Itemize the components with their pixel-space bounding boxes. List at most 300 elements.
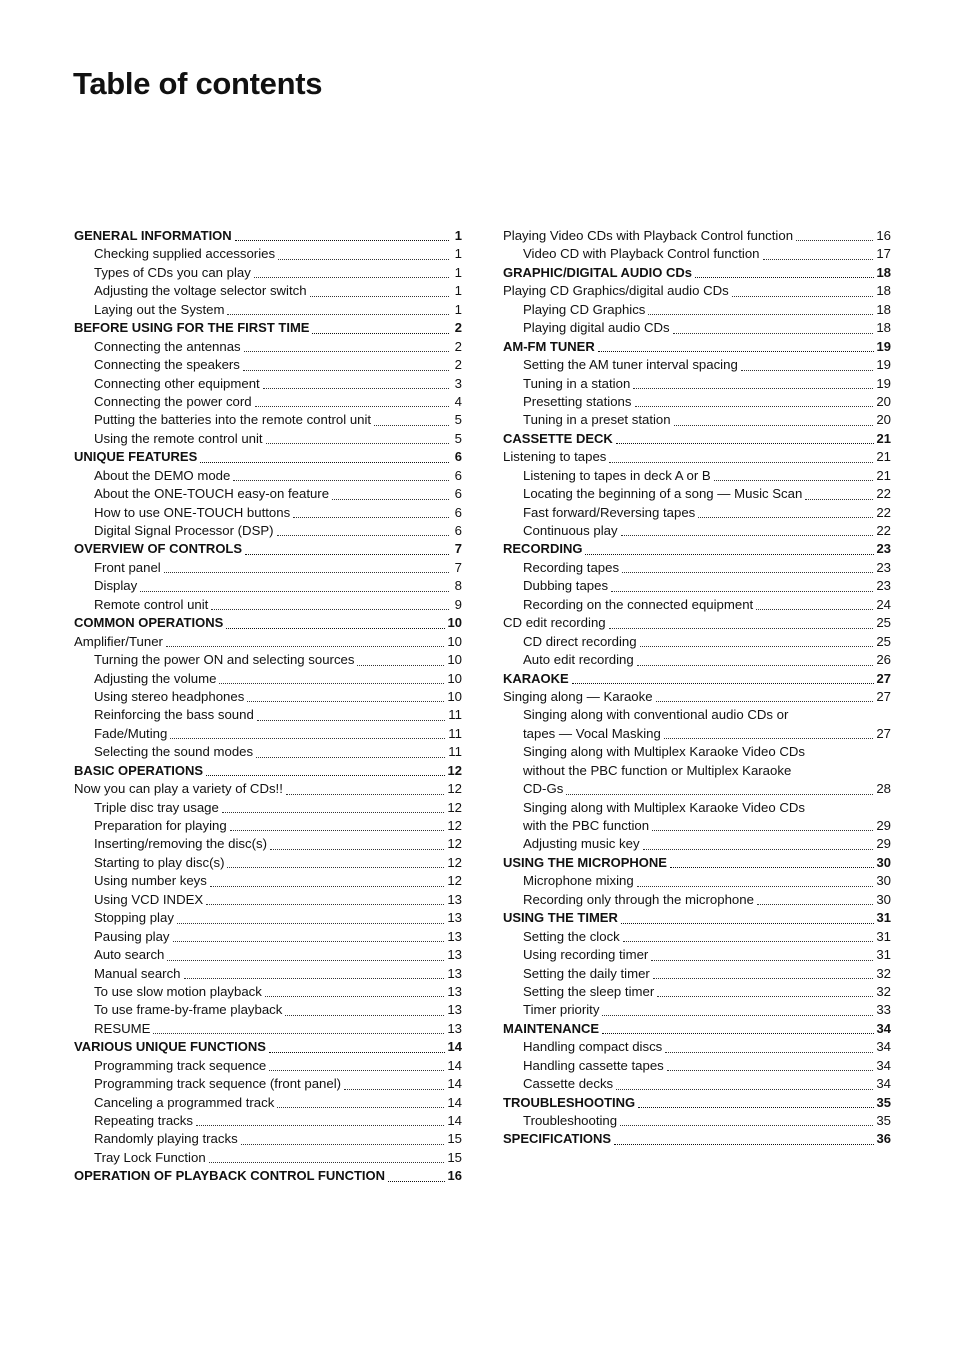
toc-entry: [74, 670, 462, 688]
toc-entry-title: Playing digital audio CDs: [523, 320, 670, 336]
toc-section-heading: [74, 762, 462, 780]
toc-entry-title: AM-FM TUNER: [503, 338, 595, 354]
toc-entry: [503, 559, 891, 577]
dot-leader: [357, 665, 444, 666]
dot-leader: [621, 923, 874, 924]
toc-entry-title: CD edit recording: [503, 615, 606, 631]
dot-leader: [200, 462, 449, 463]
toc-entry-title: About the DEMO mode: [94, 467, 231, 483]
toc-entry: [503, 891, 891, 909]
toc-entry: [503, 743, 891, 761]
toc-entry: [74, 706, 462, 724]
dot-leader: [263, 388, 449, 389]
toc-entry: [503, 1075, 891, 1093]
dot-leader: [233, 480, 449, 481]
toc-entry-title: Continuous play: [523, 523, 618, 538]
dot-leader: [609, 462, 873, 463]
toc-entry-title: How to use ONE-TOUCH buttons: [94, 504, 291, 520]
dot-leader: [640, 646, 874, 647]
toc-page-number: 27: [876, 670, 891, 686]
toc-entry-title: Tray Lock Function: [94, 1149, 206, 1165]
toc-entry-title: CD direct recording: [523, 633, 637, 649]
toc-page-number: 12: [447, 781, 462, 797]
toc-entry: [503, 245, 891, 263]
toc-page-number: 22: [876, 504, 891, 520]
toc-entry-title: MAINTENANCE: [503, 1020, 600, 1036]
toc-entry: [503, 633, 891, 651]
toc-entry: [74, 430, 462, 448]
dot-leader: [219, 683, 444, 684]
toc-page-number: 7: [454, 559, 462, 575]
dot-leader: [227, 867, 444, 868]
toc-entry: [74, 393, 462, 411]
toc-entry: [503, 411, 891, 429]
toc-entry-title: Playing Video CDs with Playback Control function: [503, 228, 794, 243]
toc-section-heading: [74, 319, 462, 337]
dot-leader: [244, 351, 449, 352]
toc-entry: [503, 301, 891, 319]
toc-page-number: 34: [876, 1057, 891, 1073]
toc-page-number: 12: [447, 873, 462, 889]
toc-entry-title: Stopping play: [94, 910, 174, 926]
dot-leader: [674, 425, 874, 426]
dot-leader: [598, 351, 874, 352]
toc-page-number: 34: [876, 1039, 891, 1055]
dot-leader: [285, 1015, 444, 1016]
dot-leader: [196, 1125, 444, 1126]
toc-entry: [74, 522, 462, 540]
toc-page-number: 9: [454, 596, 462, 612]
toc-page-number: 1: [454, 264, 462, 280]
toc-page-number: 26: [876, 652, 891, 668]
toc-page-number: 13: [447, 1020, 462, 1036]
toc-section-heading: [503, 430, 891, 448]
toc-entry: [74, 965, 462, 983]
toc-page-number: 21: [876, 449, 891, 465]
toc-entry-title: Connecting the antennas: [94, 338, 241, 354]
toc-entry-title: Fade/Muting: [94, 725, 168, 741]
dot-leader: [247, 701, 444, 702]
dot-leader: [656, 701, 874, 702]
dot-leader: [763, 259, 874, 260]
toc-entry: [74, 485, 462, 503]
toc-entry-title: Timer priority: [523, 1002, 600, 1018]
dot-leader: [254, 277, 449, 278]
toc-entry: [74, 264, 462, 282]
toc-entry: [503, 467, 891, 485]
toc-page-number: 29: [876, 836, 891, 852]
dot-leader: [673, 333, 874, 334]
toc-entry: [74, 356, 462, 374]
toc-section-heading: [503, 854, 891, 872]
dot-leader: [611, 591, 873, 592]
toc-entry-title: TROUBLESHOOTING: [503, 1094, 636, 1110]
toc-entry-title: Cassette decks: [523, 1076, 614, 1092]
dot-leader: [670, 867, 874, 868]
dot-leader: [741, 370, 874, 371]
dot-leader: [616, 1089, 873, 1090]
dot-leader: [638, 1107, 873, 1108]
toc-entry-title: Playing CD Graphics/digital audio CDs: [503, 283, 729, 299]
dot-leader: [637, 886, 874, 887]
toc-entry: [74, 928, 462, 946]
toc-page-number: 35: [876, 1113, 891, 1128]
dot-leader: [633, 388, 873, 389]
toc-page-number: 1: [454, 246, 462, 262]
dot-leader: [210, 886, 444, 887]
dot-leader: [206, 904, 444, 905]
toc-entry-title: USING THE TIMER: [503, 910, 618, 926]
toc-page-number: 7: [454, 541, 462, 557]
toc-entry-title: BEFORE USING FOR THE FIRST TIME: [74, 320, 310, 336]
toc-entry: [74, 282, 462, 300]
toc-page-number: 5: [454, 412, 462, 428]
page-title: Table of contents: [73, 66, 323, 101]
toc-page-number: 2: [454, 338, 462, 354]
toc-entry: [74, 375, 462, 393]
toc-entry-title: To use slow motion playback: [94, 983, 262, 999]
toc-entry-title: Troubleshooting: [523, 1113, 618, 1128]
toc-page-number: 27: [876, 688, 891, 704]
toc-page-number: 18: [876, 283, 891, 299]
toc-page-number: 22: [876, 486, 891, 502]
dot-leader: [332, 499, 449, 500]
toc-entry-title: Pausing play: [94, 928, 170, 944]
toc-page-number: 34: [876, 1076, 891, 1092]
toc-entry-title: BASIC OPERATIONS: [74, 762, 204, 778]
toc-section-heading: [503, 1130, 891, 1148]
toc-entry-title: Locating the beginning of a song — Music Scan: [523, 486, 803, 502]
toc-entry-title: Randomly playing tracks: [94, 1131, 238, 1147]
dot-leader: [637, 665, 874, 666]
toc-page-number: 35: [876, 1094, 891, 1110]
toc-entry: [74, 245, 462, 263]
dot-leader: [667, 1070, 874, 1071]
toc-entry: [503, 1038, 891, 1056]
toc-entry-title: Setting the sleep timer: [523, 983, 655, 999]
toc-right-column: [503, 227, 891, 1149]
toc-entry: [74, 909, 462, 927]
toc-entry: [74, 1057, 462, 1075]
toc-entry-title: Digital Signal Processor (DSP): [94, 523, 274, 538]
dot-leader: [714, 480, 874, 481]
toc-page-number: 18: [876, 301, 891, 317]
toc-entry-title: Adjusting the voltage selector switch: [94, 283, 307, 299]
dot-leader: [255, 406, 449, 407]
toc-entry-title: Dubbing tapes: [523, 578, 609, 594]
toc-entry: [74, 817, 462, 835]
dot-leader: [757, 904, 873, 905]
toc-entry: [503, 928, 891, 946]
toc-entry-title: Reinforcing the bass sound: [94, 707, 254, 723]
toc-entry-title: Triple disc tray usage: [94, 799, 219, 815]
dot-leader: [173, 941, 445, 942]
toc-page-number: 10: [447, 652, 462, 668]
toc-entry-title: Singing along with Multiplex Karaoke Video CDs: [523, 799, 805, 815]
toc-entry-title: OPERATION OF PLAYBACK CONTROL FUNCTION: [74, 1168, 386, 1184]
dot-leader: [756, 609, 873, 610]
toc-entry-title: Presetting stations: [523, 393, 632, 409]
toc-section-heading: [74, 540, 462, 558]
toc-entry: [74, 946, 462, 964]
toc-page-number: 33: [876, 1002, 891, 1018]
toc-page-number: 25: [876, 633, 891, 649]
toc-page-number: 11: [448, 707, 462, 723]
toc-entry: [503, 651, 891, 669]
toc-entry: [503, 835, 891, 853]
dot-leader: [227, 314, 449, 315]
toc-entry-title: Selecting the sound modes: [94, 744, 254, 760]
dot-leader: [177, 923, 444, 924]
toc-section-heading: [74, 448, 462, 466]
dot-leader: [344, 1089, 444, 1090]
toc-entry: [503, 817, 891, 835]
toc-page-number: 36: [876, 1131, 891, 1147]
toc-entry: [503, 375, 891, 393]
dot-leader: [566, 794, 873, 795]
toc-entry: [503, 1057, 891, 1075]
toc-entry-title: Recording tapes: [523, 559, 620, 575]
dot-leader: [635, 406, 874, 407]
toc-page-number: 20: [876, 412, 891, 428]
toc-page-number: 12: [447, 799, 462, 815]
toc-entry-title: CD-Gs: [523, 781, 564, 797]
toc-page-number: 10: [447, 688, 462, 704]
dot-leader: [805, 499, 873, 500]
toc-entry: [503, 577, 891, 595]
toc-entry-title: tapes — Vocal Masking: [523, 725, 661, 741]
dot-leader: [796, 240, 873, 241]
toc-page-number: 29: [876, 818, 891, 833]
toc-entry: [503, 504, 891, 522]
toc-entry: [74, 872, 462, 890]
toc-section-heading: [503, 1020, 891, 1038]
toc-page-number: 16: [447, 1168, 462, 1184]
dot-leader: [310, 296, 449, 297]
toc-entry: [503, 688, 891, 706]
toc-entry-title: Fast forward/Reversing tapes: [523, 504, 696, 520]
dot-leader: [235, 240, 449, 241]
toc-page-number: 28: [876, 781, 891, 797]
toc-entry-title: Using recording timer: [523, 947, 649, 963]
toc-page-number: 17: [876, 246, 891, 262]
toc-entry: [503, 725, 891, 743]
toc-entry-title: Connecting the power cord: [94, 393, 252, 409]
toc-entry-title: Front panel: [94, 559, 161, 575]
toc-entry-title: without the PBC function or Multiplex Karaoke: [523, 762, 792, 778]
toc-entry: [503, 706, 891, 724]
toc-section-heading: [503, 1094, 891, 1112]
toc-page-number: 13: [447, 891, 462, 907]
toc-page-number: 19: [876, 375, 891, 391]
toc-entry-title: Video CD with Playback Control function: [523, 246, 760, 262]
toc-page-number: 5: [454, 430, 462, 446]
dot-leader: [170, 738, 445, 739]
toc-entry: [74, 338, 462, 356]
toc-section-heading: [74, 614, 462, 632]
toc-entry-title: Now you can play a variety of CDs!!: [74, 781, 283, 797]
dot-leader: [732, 296, 874, 297]
toc-section-heading: [503, 670, 891, 688]
toc-page-number: 13: [447, 928, 462, 944]
toc-entry: [74, 688, 462, 706]
toc-entry-title: UNIQUE FEATURES: [74, 449, 198, 465]
toc-section-heading: [503, 338, 891, 356]
dot-leader: [664, 738, 874, 739]
dot-leader: [665, 1052, 873, 1053]
toc-entry-title: Checking supplied accessories: [94, 246, 276, 262]
toc-entry-title: Adjusting the volume: [94, 670, 217, 686]
toc-page-number: 14: [447, 1094, 462, 1110]
toc-page-number: 6: [454, 523, 462, 538]
toc-entry-title: Starting to play disc(s): [94, 854, 225, 870]
toc-entry-title: Microphone mixing: [523, 873, 634, 889]
toc-entry-title: Amplifier/Tuner: [74, 633, 163, 649]
toc-page-number: 23: [876, 578, 891, 594]
toc-entry-title: Adjusting music key: [523, 836, 640, 852]
toc-entry-title: Inserting/removing the disc(s): [94, 836, 267, 852]
toc-entry-title: Programming track sequence: [94, 1057, 267, 1073]
toc-page-number: 12: [447, 762, 462, 778]
toc-page-number: 1: [454, 283, 462, 299]
toc-section-heading: [74, 1038, 462, 1056]
toc-entry: [503, 946, 891, 964]
toc-entry-title: Repeating tracks: [94, 1113, 193, 1128]
dot-leader: [648, 314, 873, 315]
toc-page-number: 31: [876, 928, 891, 944]
dot-leader: [623, 941, 874, 942]
dot-leader: [277, 1107, 444, 1108]
toc-entry-title: Connecting other equipment: [94, 375, 260, 391]
toc-page-number: 12: [447, 836, 462, 852]
toc-page-number: 14: [447, 1113, 462, 1128]
toc-page-number: 12: [447, 854, 462, 870]
toc-entry: [74, 725, 462, 743]
toc-entry-title: USING THE MICROPHONE: [503, 854, 667, 870]
toc-page-number: 19: [876, 357, 891, 373]
toc-entry-title: Manual search: [94, 965, 181, 981]
toc-entry-title: Handling cassette tapes: [523, 1057, 664, 1073]
toc-page-number: 30: [876, 873, 891, 889]
dot-leader: [245, 554, 449, 555]
toc-entry: [503, 522, 891, 540]
toc-entry-title: with the PBC function: [523, 818, 650, 833]
toc-page-number: 6: [454, 449, 462, 465]
toc-entry: [74, 577, 462, 595]
dot-leader: [374, 425, 449, 426]
toc-page-number: 13: [447, 910, 462, 926]
toc-section-heading: [503, 540, 891, 558]
toc-page-number: 18: [876, 320, 891, 336]
toc-entry: [503, 319, 891, 337]
toc-entry-title: Programming track sequence (front panel): [94, 1076, 342, 1092]
toc-entry: [503, 1001, 891, 1019]
toc-section-heading: [503, 264, 891, 282]
toc-page-number: 14: [447, 1039, 462, 1055]
toc-entry: [503, 614, 891, 632]
dot-leader: [572, 683, 874, 684]
toc-page-number: 20: [876, 393, 891, 409]
toc-entry: [503, 872, 891, 890]
toc-entry-title: Recording only through the microphone: [523, 891, 754, 907]
toc-entry-title: CASSETTE DECK: [503, 430, 613, 446]
toc-entry: [74, 467, 462, 485]
toc-page-number: 12: [447, 818, 462, 833]
toc-entry: [503, 282, 891, 300]
toc-page-number: 34: [876, 1020, 891, 1036]
toc-page-number: 6: [454, 486, 462, 502]
toc-page-number: 10: [447, 670, 462, 686]
toc-section-heading: [74, 1167, 462, 1185]
toc-entry-title: Laying out the System: [94, 301, 225, 317]
toc-page-number: 32: [876, 965, 891, 981]
toc-page-number: 13: [447, 965, 462, 981]
toc-page-number: 6: [454, 504, 462, 520]
toc-page-number: 2: [454, 320, 462, 336]
toc-entry-title: Listening to tapes: [503, 449, 607, 465]
toc-entry: [74, 1075, 462, 1093]
toc-entry-title: Turning the power ON and selecting sources: [94, 652, 355, 668]
toc-entry-title: Using stereo headphones: [94, 688, 245, 704]
toc-entry: [503, 596, 891, 614]
dot-leader: [620, 1125, 873, 1126]
toc-entry: [74, 651, 462, 669]
toc-entry: [503, 227, 891, 245]
toc-entry: [503, 393, 891, 411]
dot-leader: [609, 628, 874, 629]
dot-leader: [616, 443, 874, 444]
toc-page-number: 11: [448, 744, 462, 760]
toc-page-number: 2: [454, 357, 462, 373]
toc-page-number: 24: [876, 596, 891, 612]
dot-leader: [286, 794, 444, 795]
toc-entry-title: Types of CDs you can play: [94, 264, 251, 280]
toc-entry: [74, 1020, 462, 1038]
dot-leader: [614, 1144, 873, 1145]
toc-page-number: 18: [876, 264, 891, 280]
toc-entry: [503, 356, 891, 374]
toc-entry-title: Using number keys: [94, 873, 207, 889]
toc-entry: [74, 1001, 462, 1019]
toc-page-number: 16: [876, 228, 891, 243]
toc-entry-title: Recording on the connected equipment: [523, 596, 754, 612]
dot-leader: [652, 830, 873, 831]
toc-entry: [74, 983, 462, 1001]
toc-entry: [503, 965, 891, 983]
toc-entry: [503, 448, 891, 466]
dot-leader: [585, 554, 873, 555]
toc-page-number: 23: [876, 559, 891, 575]
toc-page-number: 10: [447, 633, 462, 649]
toc-entry-title: Using VCD INDEX: [94, 891, 204, 907]
toc-section-heading: [503, 909, 891, 927]
dot-leader: [211, 609, 449, 610]
toc-entry-title: Auto search: [94, 947, 165, 963]
toc-entry-title: Setting the daily timer: [523, 965, 650, 981]
dot-leader: [270, 849, 444, 850]
toc-entry-title: Singing along with Multiplex Karaoke Video CDs: [523, 744, 805, 760]
toc-entry: [74, 301, 462, 319]
toc-entry: [74, 891, 462, 909]
dot-leader: [243, 370, 449, 371]
toc-page-number: 13: [447, 983, 462, 999]
dot-leader: [643, 849, 874, 850]
toc-entry-title: Remote control unit: [94, 596, 209, 612]
toc-entry-title: Tuning in a preset station: [523, 412, 671, 428]
toc-entry: [74, 596, 462, 614]
dot-leader: [312, 333, 449, 334]
toc-entry-title: Preparation for playing: [94, 818, 227, 833]
